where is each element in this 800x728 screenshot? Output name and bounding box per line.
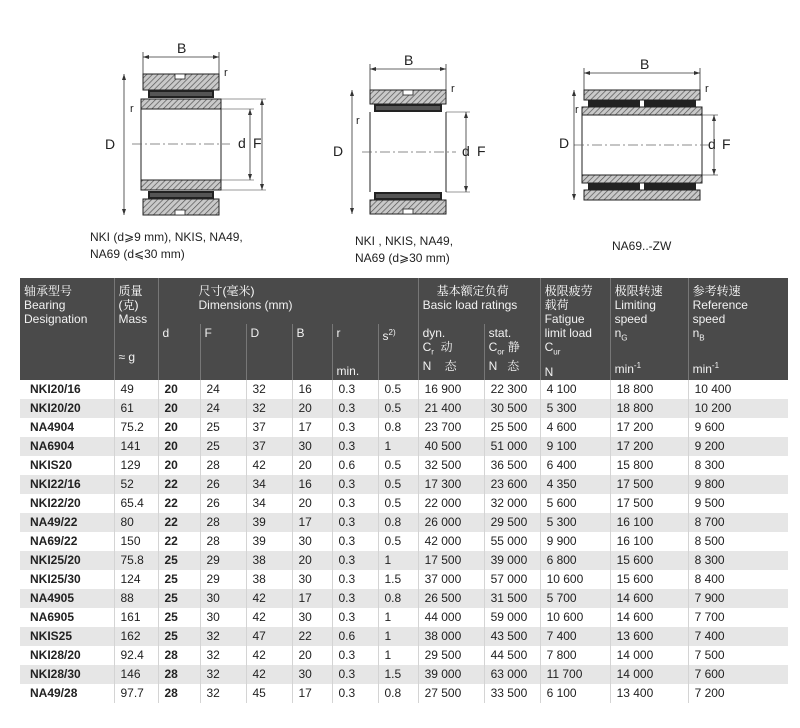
cell-d: 25 xyxy=(158,589,200,608)
cell-dyn: 38 000 xyxy=(418,627,484,646)
cell-limiting: 14 000 xyxy=(610,665,688,684)
table-row xyxy=(20,551,788,570)
nki-caption-line-2: NA69 (d⩽30 mm) xyxy=(90,247,185,261)
cell-F: 32 xyxy=(200,684,246,703)
cell-s: 1 xyxy=(378,437,418,456)
cell-B: 17 xyxy=(292,513,332,532)
cell-reference: 9 500 xyxy=(688,494,788,513)
header-F: F xyxy=(200,324,246,380)
cell-mass: 146 xyxy=(114,665,158,684)
nki-caption-line-1: NKI (d⩾9 mm), NKIS, NA49, xyxy=(90,230,243,244)
cell-designation: NKI28/30 xyxy=(20,665,114,684)
table-row xyxy=(20,627,788,646)
bearing-data-table xyxy=(20,278,788,703)
table-body xyxy=(20,380,788,703)
cell-reference: 8 500 xyxy=(688,532,788,551)
cell-limiting: 13 400 xyxy=(610,684,688,703)
cell-d: 28 xyxy=(158,646,200,665)
table-row xyxy=(20,532,788,551)
cell-dyn: 27 500 xyxy=(418,684,484,703)
cell-D: 37 xyxy=(246,418,292,437)
nkis-caption xyxy=(355,233,453,267)
nkis-r-top-label: r xyxy=(451,83,455,95)
cell-reference: 7 500 xyxy=(688,646,788,665)
na69zw-d-label: d xyxy=(708,136,716,152)
cell-dyn: 39 000 xyxy=(418,665,484,684)
cell-F: 24 xyxy=(200,399,246,418)
cell-mass: 162 xyxy=(114,627,158,646)
cell-reference: 9 200 xyxy=(688,437,788,456)
cell-designation: NKI22/20 xyxy=(20,494,114,513)
header-s: $s^{2)}$ xyxy=(378,324,418,380)
cell-d: 25 xyxy=(158,551,200,570)
cell-F: 28 xyxy=(200,513,246,532)
cell-s: 0.5 xyxy=(378,399,418,418)
cell-fatigue: 4 600 xyxy=(540,418,610,437)
nkis-diagram xyxy=(333,52,486,214)
cell-d: 20 xyxy=(158,380,200,399)
cell-limiting: 16 100 xyxy=(610,513,688,532)
cell-dyn: 17 500 xyxy=(418,551,484,570)
nkis-caption-line-1: NKI , NKIS, NA49, xyxy=(355,234,454,248)
table-row xyxy=(20,608,788,627)
cell-r: 0.3 xyxy=(332,513,378,532)
cell-dyn: 22 000 xyxy=(418,494,484,513)
cell-stat: 63 000 xyxy=(484,665,540,684)
cell-s: 0.8 xyxy=(378,589,418,608)
cell-limiting: 14 000 xyxy=(610,646,688,665)
cell-mass: 124 xyxy=(114,570,158,589)
cell-fatigue: 4 100 xyxy=(540,380,610,399)
cell-F: 26 xyxy=(200,475,246,494)
cell-r: 0.3 xyxy=(332,532,378,551)
header-stat: stat. $C_{or}$ 静 N 态 xyxy=(484,324,540,380)
cell-limiting: 18 800 xyxy=(610,399,688,418)
cell-B: 17 xyxy=(292,418,332,437)
cell-D: 42 xyxy=(246,665,292,684)
nkis-B-label: B xyxy=(404,52,414,68)
cell-reference: 8 300 xyxy=(688,551,788,570)
nki-B-label: B xyxy=(177,40,187,56)
cell-B: 30 xyxy=(292,437,332,456)
cell-D: 38 xyxy=(246,570,292,589)
cell-reference: 9 600 xyxy=(688,418,788,437)
cell-limiting: 16 100 xyxy=(610,532,688,551)
cell-s: 0.5 xyxy=(378,494,418,513)
cell-fatigue: 5 700 xyxy=(540,589,610,608)
cell-limiting: 17 200 xyxy=(610,418,688,437)
cell-fatigue: 9 100 xyxy=(540,437,610,456)
na69zw-B-label: B xyxy=(640,56,650,72)
cell-designation: NKI20/20 xyxy=(20,399,114,418)
table-row xyxy=(20,475,788,494)
cell-mass: 97.7 xyxy=(114,684,158,703)
cell-designation: NA4905 xyxy=(20,589,114,608)
cell-F: 24 xyxy=(200,380,246,399)
cell-mass: 141 xyxy=(114,437,158,456)
cell-designation: NKIS25 xyxy=(20,627,114,646)
cell-B: 30 xyxy=(292,665,332,684)
cell-s: 1 xyxy=(378,627,418,646)
nki-caption xyxy=(90,229,243,263)
cell-limiting: 17 200 xyxy=(610,437,688,456)
cell-designation: NA6905 xyxy=(20,608,114,627)
header-load-ratings: 基本额定负荷 Basic load ratings xyxy=(418,278,540,324)
na69zw-r-left-label: r xyxy=(575,104,579,116)
cell-fatigue: 6 400 xyxy=(540,456,610,475)
cell-D: 34 xyxy=(246,494,292,513)
cell-fatigue: 6 100 xyxy=(540,684,610,703)
cell-reference: 7 900 xyxy=(688,589,788,608)
cell-s: 0.5 xyxy=(378,475,418,494)
cell-stat: 44 500 xyxy=(484,646,540,665)
header-dyn: dyn. $C_r$ 动 N 态 xyxy=(418,324,484,380)
cell-r: 0.3 xyxy=(332,494,378,513)
cell-r: 0.3 xyxy=(332,684,378,703)
cell-r: 0.3 xyxy=(332,665,378,684)
cell-designation: NKI20/16 xyxy=(20,380,114,399)
cell-D: 32 xyxy=(246,380,292,399)
cell-B: 20 xyxy=(292,456,332,475)
cell-mass: 65.4 xyxy=(114,494,158,513)
cell-stat: 23 600 xyxy=(484,475,540,494)
nki-r-left-label: r xyxy=(130,103,134,115)
table-header xyxy=(20,278,788,380)
table-row xyxy=(20,437,788,456)
table-row xyxy=(20,646,788,665)
cell-designation: NKIS20 xyxy=(20,456,114,475)
cell-s: 0.8 xyxy=(378,684,418,703)
cell-D: 42 xyxy=(246,646,292,665)
cell-B: 30 xyxy=(292,570,332,589)
cell-r: 0.3 xyxy=(332,418,378,437)
cell-designation: NKI22/16 xyxy=(20,475,114,494)
table-row xyxy=(20,399,788,418)
cell-F: 30 xyxy=(200,608,246,627)
cell-stat: 39 000 xyxy=(484,551,540,570)
cell-mass: 52 xyxy=(114,475,158,494)
cell-r: 0.3 xyxy=(332,589,378,608)
cell-stat: 36 500 xyxy=(484,456,540,475)
table-row xyxy=(20,589,788,608)
cell-stat: 30 500 xyxy=(484,399,540,418)
nki-F-label: F xyxy=(253,135,262,151)
cell-s: 0.5 xyxy=(378,532,418,551)
cell-stat: 33 500 xyxy=(484,684,540,703)
cell-r: 0.3 xyxy=(332,608,378,627)
nki-d-label: d xyxy=(238,135,246,151)
header-d: d xyxy=(158,324,200,380)
cell-mass: 80 xyxy=(114,513,158,532)
cell-stat: 25 500 xyxy=(484,418,540,437)
cell-stat: 51 000 xyxy=(484,437,540,456)
nki-r-top-label: r xyxy=(224,67,228,79)
cell-fatigue: 5 300 xyxy=(540,513,610,532)
cell-dyn: 17 300 xyxy=(418,475,484,494)
table-row xyxy=(20,380,788,399)
cell-limiting: 13 600 xyxy=(610,627,688,646)
cell-stat: 57 000 xyxy=(484,570,540,589)
cell-fatigue: 7 800 xyxy=(540,646,610,665)
cell-mass: 61 xyxy=(114,399,158,418)
table-row xyxy=(20,494,788,513)
bearing-table xyxy=(20,278,784,703)
cell-fatigue: 6 800 xyxy=(540,551,610,570)
cell-B: 17 xyxy=(292,684,332,703)
cell-stat: 29 500 xyxy=(484,513,540,532)
header-mass: 质量 (克) Mass ≈ g xyxy=(114,278,158,380)
cell-designation: NKI25/30 xyxy=(20,570,114,589)
cell-fatigue: 11 700 xyxy=(540,665,610,684)
na69zw-D-label: D xyxy=(559,135,570,151)
bearing-diagrams xyxy=(0,0,800,270)
cell-dyn: 29 500 xyxy=(418,646,484,665)
cell-reference: 9 800 xyxy=(688,475,788,494)
cell-fatigue: 10 600 xyxy=(540,570,610,589)
cell-limiting: 14 600 xyxy=(610,589,688,608)
cell-F: 32 xyxy=(200,646,246,665)
cell-stat: 31 500 xyxy=(484,589,540,608)
cell-limiting: 15 600 xyxy=(610,551,688,570)
header-limiting-speed: 极限转速 Limiting speed $n_G$ $\min^{-1}$ xyxy=(610,278,688,380)
cell-reference: 8 400 xyxy=(688,570,788,589)
cell-dyn: 42 000 xyxy=(418,532,484,551)
cell-reference: 7 700 xyxy=(688,608,788,627)
header-D: D xyxy=(246,324,292,380)
table-row xyxy=(20,513,788,532)
cell-r: 0.3 xyxy=(332,437,378,456)
cell-dyn: 40 500 xyxy=(418,437,484,456)
cell-D: 42 xyxy=(246,456,292,475)
cell-r: 0.3 xyxy=(332,570,378,589)
cell-D: 45 xyxy=(246,684,292,703)
nkis-F-label: F xyxy=(477,143,486,159)
cell-B: 22 xyxy=(292,627,332,646)
cell-dyn: 44 000 xyxy=(418,608,484,627)
cell-reference: 7 400 xyxy=(688,627,788,646)
cell-fatigue: 7 400 xyxy=(540,627,610,646)
cell-d: 22 xyxy=(158,494,200,513)
na69zw-F-label: F xyxy=(722,136,731,152)
nkis-D-label: D xyxy=(333,143,344,159)
cell-F: 32 xyxy=(200,627,246,646)
cell-mass: 75.8 xyxy=(114,551,158,570)
cell-D: 39 xyxy=(246,532,292,551)
cell-B: 30 xyxy=(292,608,332,627)
cell-D: 34 xyxy=(246,475,292,494)
nkis-d-label: d xyxy=(462,143,470,159)
cell-D: 42 xyxy=(246,608,292,627)
cell-F: 29 xyxy=(200,551,246,570)
cell-B: 20 xyxy=(292,494,332,513)
cell-reference: 7 600 xyxy=(688,665,788,684)
cell-mass: 75.2 xyxy=(114,418,158,437)
cell-F: 28 xyxy=(200,456,246,475)
na69zw-caption xyxy=(612,238,671,255)
cell-B: 16 xyxy=(292,475,332,494)
cell-s: 0.5 xyxy=(378,380,418,399)
cell-dyn: 32 500 xyxy=(418,456,484,475)
cell-dyn: 16 900 xyxy=(418,380,484,399)
cell-designation: NKI28/20 xyxy=(20,646,114,665)
cell-mass: 88 xyxy=(114,589,158,608)
cell-D: 38 xyxy=(246,551,292,570)
cell-dyn: 21 400 xyxy=(418,399,484,418)
header-dimensions: 尺寸(毫米) Dimensions (mm) xyxy=(158,278,418,324)
cell-reference: 8 700 xyxy=(688,513,788,532)
na69zw-caption-line-1: NA69..-ZW xyxy=(612,239,672,253)
nki-D-label: D xyxy=(105,136,116,152)
cell-D: 37 xyxy=(246,437,292,456)
na69zw-diagram xyxy=(559,56,731,200)
table-row xyxy=(20,684,788,703)
cell-B: 20 xyxy=(292,551,332,570)
cell-D: 32 xyxy=(246,399,292,418)
cell-r: 0.3 xyxy=(332,551,378,570)
cell-mass: 161 xyxy=(114,608,158,627)
cell-d: 22 xyxy=(158,475,200,494)
cell-F: 28 xyxy=(200,532,246,551)
cell-mass: 92.4 xyxy=(114,646,158,665)
cell-d: 20 xyxy=(158,456,200,475)
table-row xyxy=(20,418,788,437)
cell-F: 25 xyxy=(200,418,246,437)
cell-designation: NKI25/20 xyxy=(20,551,114,570)
cell-d: 20 xyxy=(158,399,200,418)
cell-limiting: 18 800 xyxy=(610,380,688,399)
cell-stat: 22 300 xyxy=(484,380,540,399)
cell-r: 0.3 xyxy=(332,646,378,665)
cell-d: 25 xyxy=(158,627,200,646)
cell-d: 25 xyxy=(158,570,200,589)
cell-d: 20 xyxy=(158,418,200,437)
cell-D: 42 xyxy=(246,589,292,608)
nkis-r-left-label: r xyxy=(356,115,360,127)
cell-limiting: 14 600 xyxy=(610,608,688,627)
cell-r: 0.3 xyxy=(332,475,378,494)
nki-diagram xyxy=(105,40,266,215)
cell-reference: 8 300 xyxy=(688,456,788,475)
cell-limiting: 17 500 xyxy=(610,494,688,513)
header-designation: 轴承型号 Bearing Designation xyxy=(20,278,114,380)
cell-s: 0.8 xyxy=(378,418,418,437)
cell-r: 0.3 xyxy=(332,399,378,418)
cell-r: 0.6 xyxy=(332,456,378,475)
cell-d: 20 xyxy=(158,437,200,456)
cell-dyn: 23 700 xyxy=(418,418,484,437)
cell-B: 20 xyxy=(292,399,332,418)
cell-designation: NA6904 xyxy=(20,437,114,456)
cell-designation: NA69/22 xyxy=(20,532,114,551)
header-fatigue: 极限疲劳 载荷 Fatigue limit load $C_{ur}$ N xyxy=(540,278,610,380)
cell-s: 1.5 xyxy=(378,665,418,684)
cell-dyn: 26 500 xyxy=(418,589,484,608)
cell-s: 0.5 xyxy=(378,456,418,475)
cell-dyn: 37 000 xyxy=(418,570,484,589)
cell-D: 39 xyxy=(246,513,292,532)
cell-F: 25 xyxy=(200,437,246,456)
cell-d: 22 xyxy=(158,532,200,551)
cell-designation: NA49/22 xyxy=(20,513,114,532)
cell-s: 0.8 xyxy=(378,513,418,532)
cell-s: 1.5 xyxy=(378,570,418,589)
cell-designation: NA4904 xyxy=(20,418,114,437)
cell-mass: 129 xyxy=(114,456,158,475)
cell-dyn: 26 000 xyxy=(418,513,484,532)
cell-F: 26 xyxy=(200,494,246,513)
cell-s: 1 xyxy=(378,646,418,665)
cell-reference: 7 200 xyxy=(688,684,788,703)
cell-fatigue: 9 900 xyxy=(540,532,610,551)
table-row xyxy=(20,456,788,475)
table-row xyxy=(20,570,788,589)
cell-fatigue: 5 300 xyxy=(540,399,610,418)
header-r: r min. xyxy=(332,324,378,380)
cell-designation: NA49/28 xyxy=(20,684,114,703)
cell-r: 0.6 xyxy=(332,627,378,646)
cell-F: 30 xyxy=(200,589,246,608)
cell-r: 0.3 xyxy=(332,380,378,399)
cell-F: 32 xyxy=(200,665,246,684)
cell-stat: 59 000 xyxy=(484,608,540,627)
cell-B: 20 xyxy=(292,646,332,665)
header-B: B xyxy=(292,324,332,380)
cell-reference: 10 400 xyxy=(688,380,788,399)
cell-F: 29 xyxy=(200,570,246,589)
cell-d: 25 xyxy=(158,608,200,627)
cell-stat: 55 000 xyxy=(484,532,540,551)
cell-s: 1 xyxy=(378,551,418,570)
cell-d: 28 xyxy=(158,665,200,684)
cell-s: 1 xyxy=(378,608,418,627)
nkis-caption-line-2: NA69 (d⩾30 mm) xyxy=(355,251,450,265)
table-row xyxy=(20,665,788,684)
cell-limiting: 15 600 xyxy=(610,570,688,589)
cell-D: 47 xyxy=(246,627,292,646)
cell-stat: 32 000 xyxy=(484,494,540,513)
cell-mass: 49 xyxy=(114,380,158,399)
cell-fatigue: 10 600 xyxy=(540,608,610,627)
cell-d: 22 xyxy=(158,513,200,532)
cell-limiting: 15 800 xyxy=(610,456,688,475)
cell-fatigue: 5 600 xyxy=(540,494,610,513)
cell-B: 30 xyxy=(292,532,332,551)
cell-stat: 43 500 xyxy=(484,627,540,646)
cell-limiting: 17 500 xyxy=(610,475,688,494)
cell-mass: 150 xyxy=(114,532,158,551)
cell-reference: 10 200 xyxy=(688,399,788,418)
cell-B: 17 xyxy=(292,589,332,608)
cell-d: 28 xyxy=(158,684,200,703)
cell-B: 16 xyxy=(292,380,332,399)
cell-fatigue: 4 350 xyxy=(540,475,610,494)
header-reference-speed: 参考转速 Reference speed $n_B$ $\min^{-1}$ xyxy=(688,278,788,380)
na69zw-r-top-label: r xyxy=(705,83,709,95)
